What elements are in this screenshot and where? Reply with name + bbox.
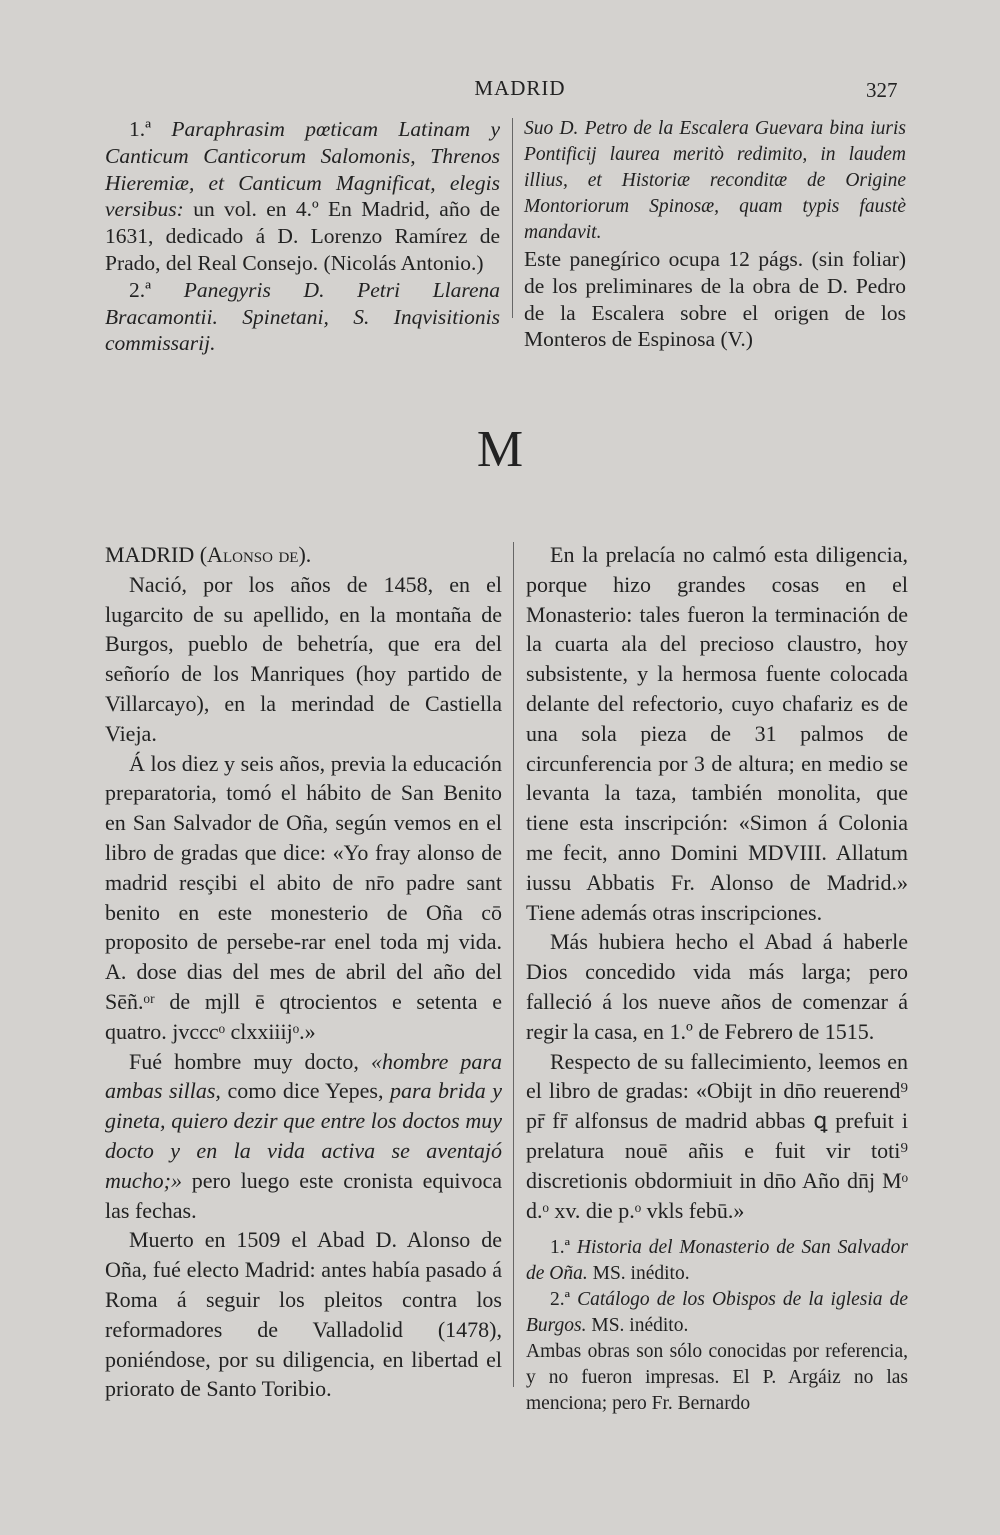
item-description: un vol. en 4.º En Madrid, año de 1631, dedicado á D. Lorenzo Ramírez de Prado, del Real Consejo. (Nicolás Antonio.) <box>105 197 500 275</box>
paragraph: Nació, por los años de 1458, en el lugarcito de su apellido, en la montaña de Burgos, pueblo de behetría, que era del señorío de los Manriques (hoy partido de Villarcayo), en la merindad de Castiella Vieja. <box>105 571 502 746</box>
item-number: 2.ª <box>129 277 152 302</box>
bibliography-item-2 <box>105 277 500 357</box>
entry-subname: (Alonso de). <box>199 542 312 567</box>
quotation: para brida y gineta, quiero dezir que entre los doctos muy docto y en la vida activa se aventajó mucho;» <box>105 1078 503 1193</box>
text-run: pero luego este cronista equivoca las fechas. <box>105 1167 503 1223</box>
entry-name: MADRID <box>105 542 195 567</box>
paragraph <box>105 1047 502 1226</box>
title-continuation: Suo D. Petro de la Escalera Guevara bina iuris Pontificij laurea meritò redimito, in laudem illius, et Historiæ reconditæ de Origine Montoriorum Spinosæ, quam typis faustè mandavit. <box>524 118 906 243</box>
paragraph: Muerto en 1509 el Abad D. Alonso de Oña, fué electo Madrid: antes había pasado á Roma á seguir los pleitos contra los reformadores de Valladolid (1478), poniéndose, por su diligencia, en libertad el priorato de Santo Toribio. <box>105 1227 502 1402</box>
top-left-column <box>105 116 500 357</box>
item-title: Historia del Monasterio de San Salvador de Oña. <box>526 1237 908 1285</box>
bottom-right-column <box>526 540 908 1417</box>
item-description: MS. inédito. <box>591 1315 689 1337</box>
column-rule-bottom <box>513 542 514 1387</box>
item-number: 2.ª <box>550 1289 571 1311</box>
item-title: Paraphrasim pœticam Latinam y Canticum Canticorum Salomonis, Threnos Hieremiæ, et Canticum Magnificat, elegis versibus: <box>105 117 500 222</box>
bibliography-item-1 <box>526 1235 908 1287</box>
column-rule-top <box>512 118 513 318</box>
bibliography-item-1 <box>105 116 500 277</box>
bibliography-item-2 <box>526 1287 908 1339</box>
paragraph: Ambas obras son sólo conocidas por referencia, y no fueron impresas. El P. Argáiz no las menciona; pero Fr. Bernardo <box>526 1341 908 1415</box>
paragraph: Respecto de su fallecimiento, leemos en el libro de gradas: «Obijt in dn̄o reuerend⁹ pr̄ fr̄ alfonsus de madrid abbas ꝗ prefuit i prelatura nouē añis e fuit vir toti⁹ discretionis obdormiuit in dn̄o Año dn̄j Mᵒ d.ᵒ xv. die p.ᵒ vkls febū.» <box>526 1048 908 1223</box>
quotation: «hombre para ambas sillas, <box>105 1048 502 1104</box>
item-title: Panegyris D. Petri Llarena Bracamontii. Spinetani, S. Inqvisitionis commissarij. <box>105 277 501 356</box>
top-right-column <box>524 116 906 353</box>
paragraph: Á los diez y seis años, previa la educación preparatoria, tomó el hábito de San Benito en San Salvador de Oña, según vemos en el libro de gradas que dice: «Yo fray alonso de madrid resçibi el abito de nr̄o padre sant benito en este monesterio de Oña cō proposito de persebe-rar enel toda mj vida. A. dose dias del mes de abril del año del Sēñ.ᵒʳ de mjll ē qtrocientos e setenta e quatro. jvcccᵒ clxxiiijᵒ.» <box>105 750 502 1044</box>
item-number: 1.ª <box>129 117 152 141</box>
item-number: 1.ª <box>550 1237 571 1259</box>
running-head: MADRID <box>474 76 566 100</box>
item-description: MS. inédito. <box>592 1263 690 1285</box>
page-number: 327 <box>866 78 898 102</box>
item-note: Este panegírico ocupa 12 págs. (sin foliar) de los preliminares de la obra de D. Pedro de la Escalera sobre el origen de los Monteros de Espinosa (V.) <box>524 247 906 352</box>
text-run: Fué hombre muy docto, <box>129 1048 359 1074</box>
text-run: como dice Yepes, <box>227 1078 384 1104</box>
paragraph: Más hubiera hecho el Abad á haberle Dios concedido vida más larga; pero falleció á los nueve años de comenzar á regir la casa, en 1.º de Febrero de 1515. <box>526 929 908 1044</box>
section-letter: M <box>476 421 524 478</box>
bottom-left-column <box>105 540 502 1404</box>
entry-heading <box>105 540 502 570</box>
paragraph: En la prelacía no calmó esta diligencia, porque hizo grandes cosas en el Monasterio: tales fueron la terminación de la cuarta ala del precioso claustro, hoy subsistente, y la hermosa fuente colocada delante del refectorio, cuyo chafariz es de una sola pieza de 31 palmos de circunferencia por 3 de altura; en medio se levanta la taza, también monolita, que tiene esta inscripción: «Simon á Colonia me fecit, anno Domini MDVIII. Allatum iussu Abbatis Fr. Alonso de Madrid.» Tiene además otras inscripciones. <box>526 542 908 925</box>
item-title: Catálogo de los Obispos de la iglesia de Burgos. <box>526 1289 909 1337</box>
